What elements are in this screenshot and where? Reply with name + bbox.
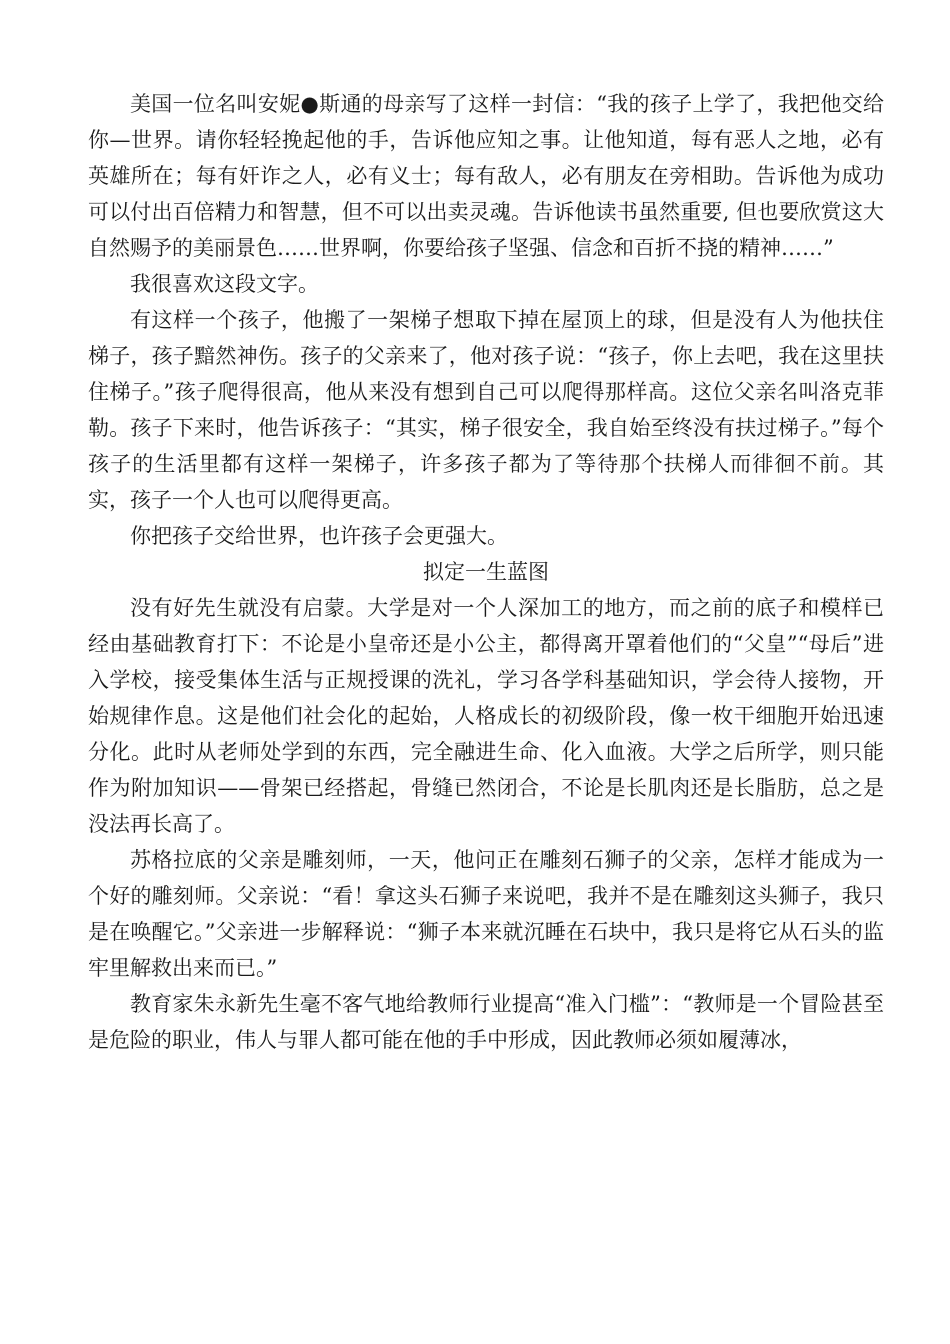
paragraph-give-to-world: 你把孩子交给世界，也许孩子会更强大。	[130, 524, 508, 548]
paragraph-ladder-story: 有这样一个孩子，他搬了一架梯子想取下掉在屋顶上的球，但是没有人为他扶住梯子，孩子黯然神伤。孩子的父亲来了，他对孩子说：“孩子，你上去吧，我在这里扶住梯子。”孩子爬得很高，他从来没有想到自己可以爬得那样高。这位父亲名叫洛克菲勒。孩子下来时，他告诉孩子：“其实，梯子很安全，我自始至终没有扶过梯子。”每个孩子的生活里都有这样一架梯子，许多孩子都为了等待那个扶梯人而徘徊不前。其实，孩子一个人也可以爬得更高。	[88, 308, 884, 512]
paragraph-educator: 教育家朱永新先生毫不客气地给教师行业提高“准入门槛”：“教师是一个冒险甚至是危险的职业，伟人与罪人都可能在他的手中形成，因此教师必须如履薄冰，	[88, 992, 884, 1052]
paragraph-mother-letter: 美国一位名叫安妮●斯通的母亲写了这样一封信：“我的孩子上学了，我把他交给你—世界。请你轻轻挽起他的手，告诉他应知之事。让他知道，每有恶人之地，必有英雄所在；每有奸诈之人，必有义士；每有敌人，必有朋友在旁相助。告诉他为成功可以付出百倍精力和智慧，但不可以出卖灵魂。告诉他读书虽然重要, 但也要欣赏这大自然赐予的美丽景色……世界啊，你要给孩子坚强、信念和百折不挠的精神……”	[88, 92, 884, 260]
document-page	[88, 86, 884, 1058]
section-heading: 拟定一生蓝图	[423, 560, 549, 584]
paragraph-sculptor: 苏格拉底的父亲是雕刻师，一天，他问正在雕刻石狮子的父亲，怎样才能成为一个好的雕刻师。父亲说：“看！拿这头石狮子来说吧，我并不是在雕刻这头狮子，我只是在唤醒它。”父亲进一步解释说：“狮子本来就沉睡在石块中，我只是将它从石头的监牢里解救出来而已。”	[88, 848, 884, 980]
paragraph-like-text: 我很喜欢这段文字。	[130, 272, 319, 296]
paragraph-basic-education: 没有好先生就没有启蒙。大学是对一个人深加工的地方，而之前的底子和模样已经由基础教育打下：不论是小皇帝还是小公主，都得离开罩着他们的“父皇”“母后”进入学校，接受集体生活与正规授课的洗礼，学习各学科基础知识，学会待人接物，开始规律作息。这是他们社会化的起始，人格成长的初级阶段，像一枚干细胞开始迅速分化。此时从老师处学到的东西，完全融进生命、化入血液。大学之后所学，则只能作为附加知识——骨架已经搭起，骨缝已然闭合，不论是长肌肉还是长脂肪，总之是没法再长高了。	[88, 596, 884, 836]
